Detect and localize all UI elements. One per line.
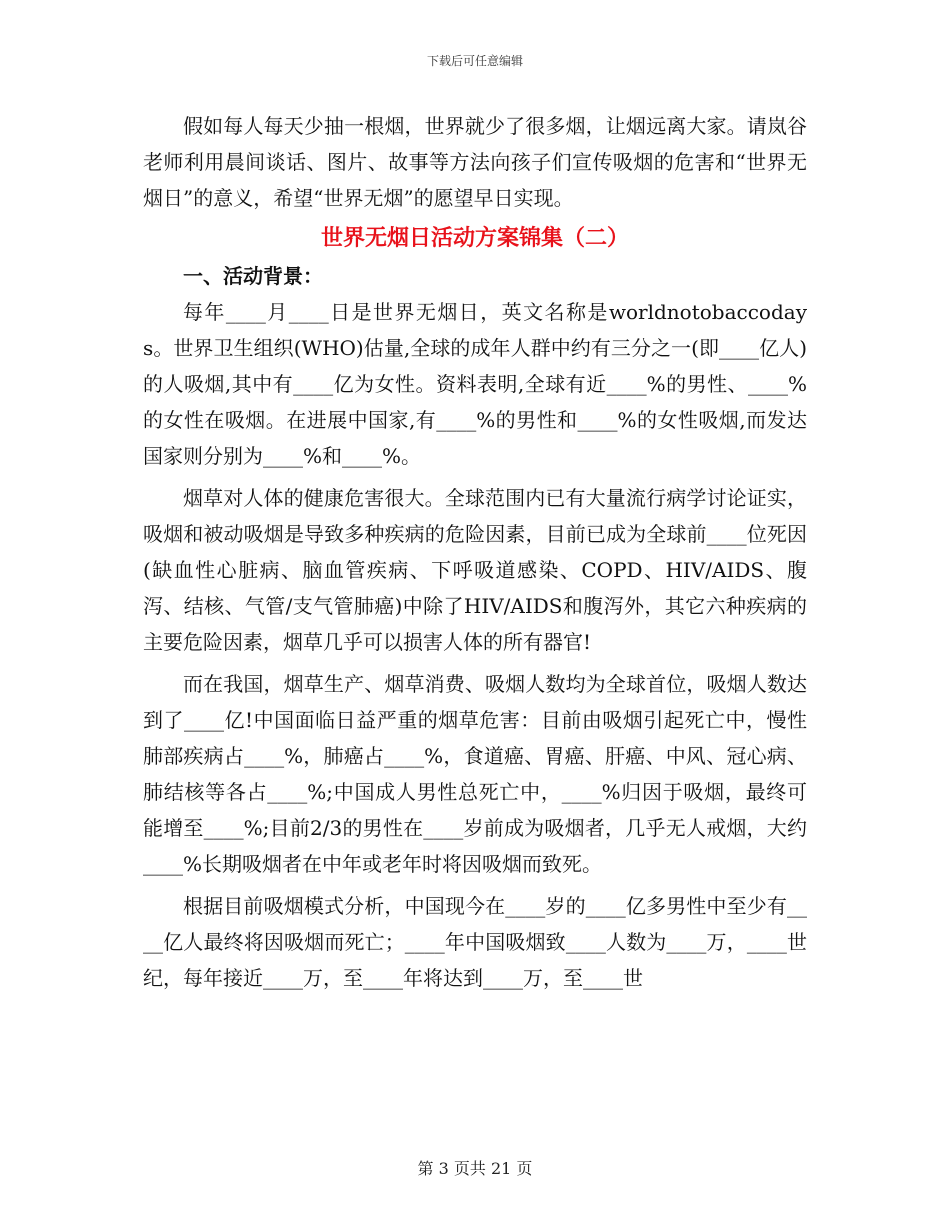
page-footer: 第 3 页共 21 页 <box>417 1159 533 1178</box>
body-paragraph-4: 根据目前吸烟模式分析，中国现今在____岁的____亿多男性中至少有____亿人最终将因吸烟而死亡；____年中国吸烟致____人数为____万，____世纪，每年接近____万，至____年将达到____万，至____世 <box>143 894 807 990</box>
body-paragraph-2: 烟草对人体的健康危害很大。全球范围内已有大量流行病学讨论证实，吸烟和被动吸烟是导致多种疾病的危险因素，目前已成为全球前____位死因(缺血性心脏病、脑血管疾病、下呼吸道感染、COPD、HIV/AIDS、腹泻、结核、气管/支气管肺癌)中除了HIV/AIDS和腹泻外，其它六种疾病的主要危险因素，烟草几乎可以损害人体的所有器官! <box>143 486 807 654</box>
document-body <box>143 108 807 996</box>
body-paragraph-1: 每年____月____日是世界无烟日，英文名称是worldnotobaccodays。世界卫生组织(WHO)估量,全球的成年人群中约有三分之一(即____亿人)的人吸烟,其中有____亿为女性。资料表明,全球有近____%的男性、____%的女性在吸烟。在进展中国家,有____%的男性和____%的女性吸烟,而发达国家则分别为____%和____%。 <box>143 300 807 468</box>
page-header: 下载后可任意编辑 <box>426 54 523 68</box>
section-heading-background: 一、活动背景： <box>183 264 323 288</box>
body-paragraph-3: 而在我国，烟草生产、烟草消费、吸烟人数均为全球首位，吸烟人数达到了____亿!中国面临日益严重的烟草危害：目前由吸烟引起死亡中，慢性肺部疾病占____%，肺癌占____%，食道癌、胃癌、肝癌、中风、冠心病、肺结核等各占____%;中国成人男性总死亡中，____%归因于吸烟，最终可能增至____%;目前2/3的男性在____岁前成为吸烟者，几乎无人戒烟，大约____%长期吸烟者在中年或老年时将因吸烟而致死。 <box>143 672 807 876</box>
article-title: 世界无烟日活动方案锦集（二） <box>320 225 629 251</box>
intro-paragraph: 假如每人每天少抽一根烟，世界就少了很多烟，让烟远离大家。请岚谷老师利用晨间谈话、图片、故事等方法向孩子们宣传吸烟的危害和“世界无烟日”的意义，希望“世界无烟”的愿望早日实现。 <box>143 114 807 210</box>
